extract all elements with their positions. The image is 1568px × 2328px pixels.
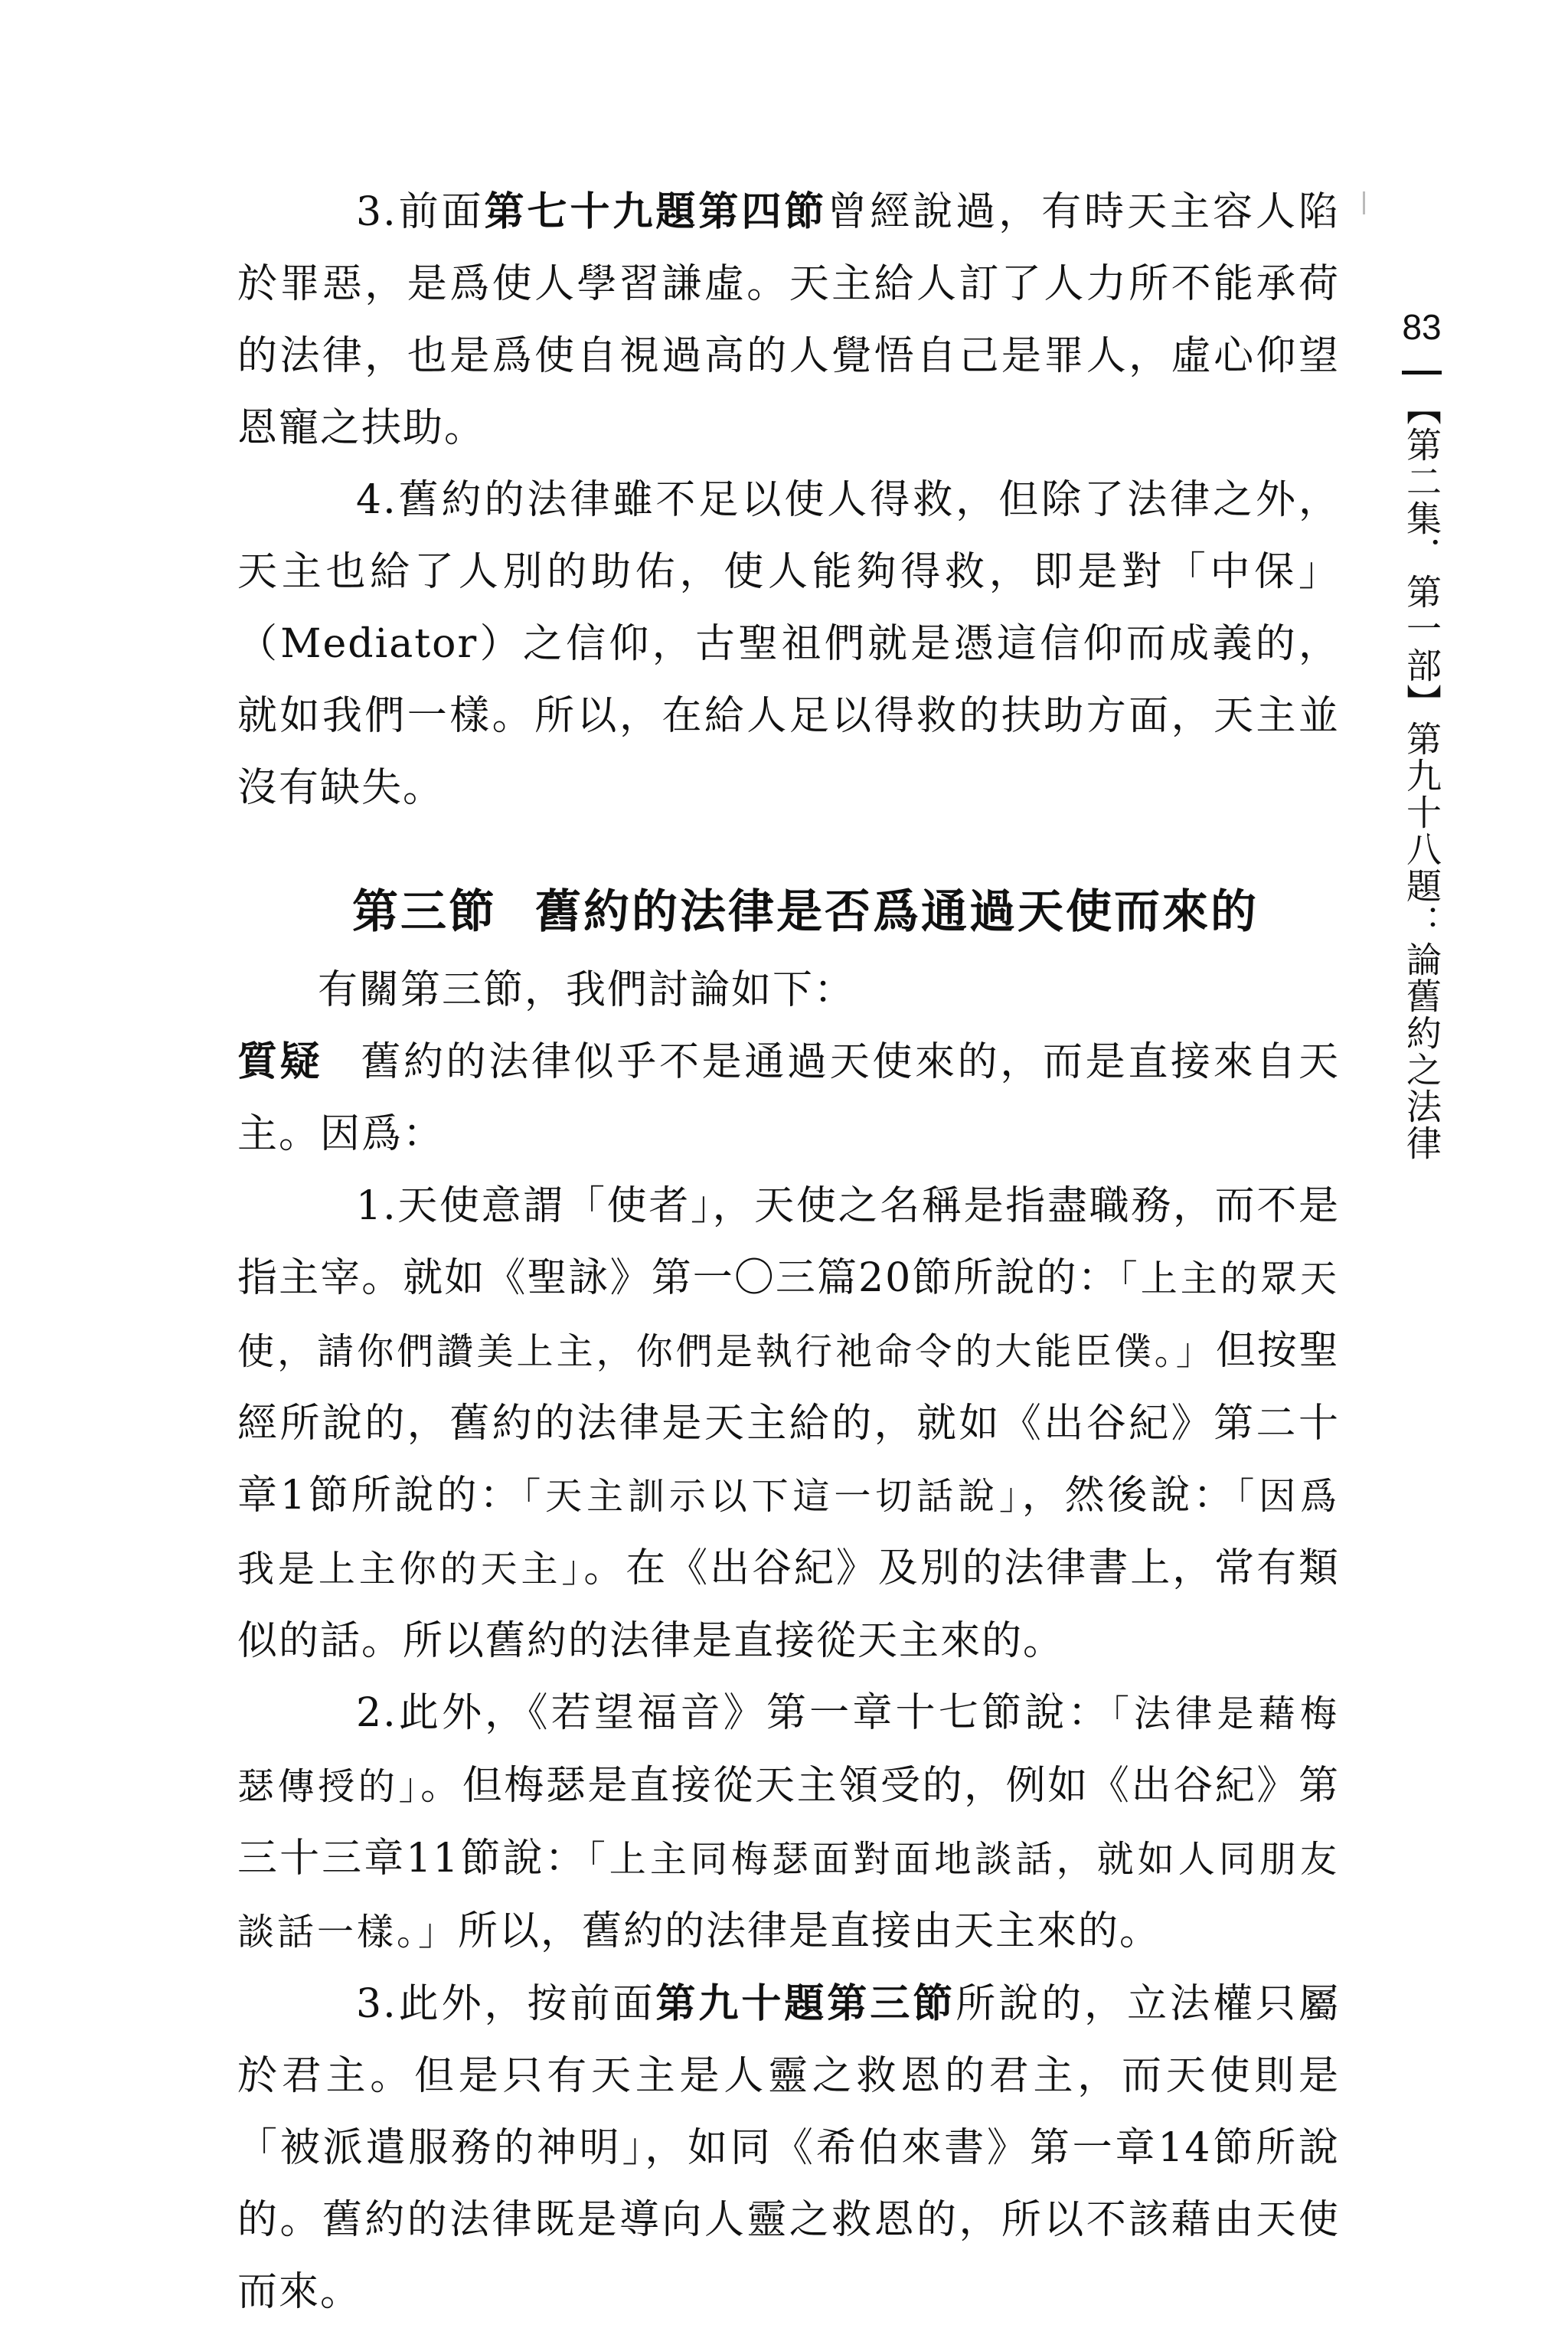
page-number: 83 [1402, 307, 1442, 347]
text-span: 。在《出谷紀》及別的法律書上，常有類似的話。所以舊約的法律是直接從天主來的。 [237, 1545, 1340, 1664]
text-span: 但按聖經所說的，舊約的法律是天主給的，就如《出谷紀》第二十章1節所說的： [237, 1328, 1340, 1519]
objection-text: 舊約的法律似乎不是通過天使來的，而是直接來自天主。因爲： [237, 1039, 1340, 1157]
margin-mark [1363, 191, 1365, 214]
side-header [1397, 306, 1446, 1162]
scripture-quote: 「因爲我是上主你的天主」 [237, 1475, 1340, 1591]
section-title: 舊約的法律是否爲通過天使而來的 [535, 885, 1259, 939]
text-span: 所以，舊約的法律是直接由天主來的。 [458, 1908, 1161, 1954]
paragraph-number: 3. [356, 1981, 397, 2027]
cross-reference: 第七十九題第四節 [484, 188, 828, 235]
point-1 [237, 1170, 1340, 1677]
text-span: 2.此外，《若望福音》第一章十七節說： [356, 1690, 1111, 1736]
objection-paragraph [237, 1026, 1340, 1170]
scripture-quote: 「上主同梅瑟面對面地談話，就如人同朋友談話一樣。」 [237, 1838, 1340, 1954]
cross-reference: 第九十題第三節 [655, 1980, 956, 2027]
paragraph-4: 4.舊約的法律雖不足以使人得救，但除了法律之外，天主也給了人別的助佑，使人能夠得救，即是對「中保」（Mediator）之信仰，古聖祖們就是憑這信仰而成義的，就如我們一樣。所以，在給人足以得救的扶助方面，天主並沒有缺失。 [237, 477, 1340, 811]
text-span: 1.天使意謂「使者」，天使之名稱是指盡職務，而不是指主宰。就如《聖詠》第一〇三篇20節所說的： [237, 1183, 1340, 1301]
point-2 [237, 1677, 1340, 1968]
scripture-quote: 「法律是藉梅瑟傳授的」 [237, 1692, 1340, 1808]
section-number: 第三節 [352, 885, 497, 939]
body-text [237, 176, 1340, 2328]
text-span: 。但梅瑟是直接從天主領受的，例如《出谷紀》第三十三章11節說： [237, 1763, 1340, 1882]
objection-label: 質疑 [237, 1038, 323, 1085]
running-title: 【第二集．第一部】第九十八題：論舊約之法律 [1401, 390, 1442, 1162]
paragraph-number: 3. [356, 189, 397, 235]
text-span: 此外，按前面 [397, 1981, 656, 2027]
side-rule [1402, 371, 1442, 374]
text-span: 曾經說過，有時天主容人陷於罪惡，是爲使人學習謙虛。天主給人訂了人力所不能承荷的法律，也是爲使自視過高的人覺悟自己是罪人，虛心仰望恩寵之扶助。 [237, 189, 1340, 451]
paragraph-3 [237, 176, 1340, 464]
scripture-quote: 「天主訓示以下這一切話說」 [522, 1475, 1022, 1518]
text-span: 前面 [397, 189, 485, 235]
text-span: 所說的，立法權只屬於君主。但是只有天主是人靈之救恩的君主，而天使則是「被派遣服務的神明」，如同《希伯來書》第一章14節所說的。舊約的法律既是導向人靈之救恩的，所以不該藉由天使而來。 [237, 1981, 1340, 2315]
section-heading [352, 870, 1340, 954]
text-span: ，然後說： [1021, 1473, 1236, 1519]
point-3 [237, 1968, 1340, 2328]
section-intro: 有關第三節，我們討論如下： [318, 967, 856, 1013]
scripture-quote: 「上主的眾天使，請你們讚美上主，你們是執行祂命令的大能臣僕。」 [237, 1257, 1340, 1373]
